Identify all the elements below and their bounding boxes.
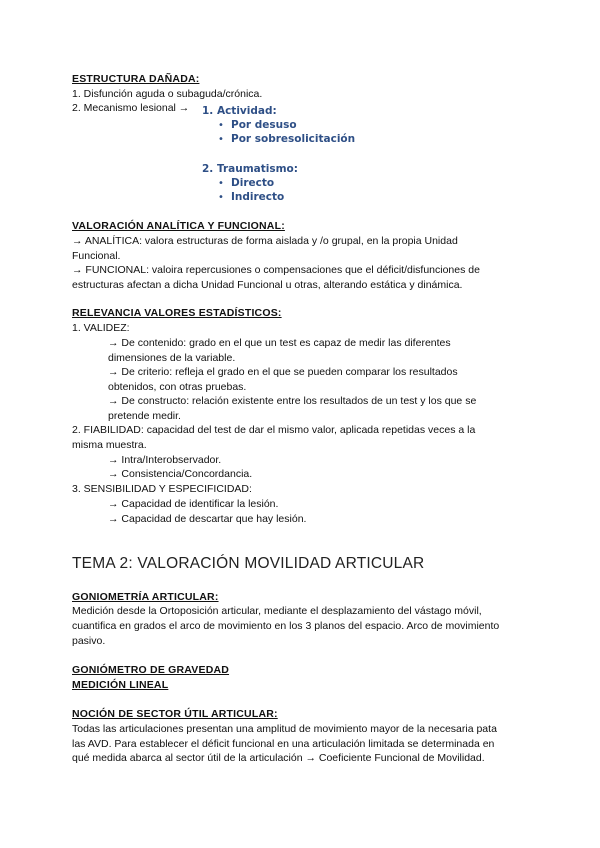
bullet-icon: • [218,134,224,145]
sector-line: las AVD. Para establecer el déficit funcional en una articulación limitada se determinada en [72,738,495,750]
bullet-icon: • [218,178,224,189]
diagram-group-2-item: Indirecto [231,191,285,203]
validez-item: obtenidos, con otras pruebas. [108,381,247,393]
diagram-group-1-item: Por desuso [231,119,297,131]
validez-item: → De contenido: grado en el que un test es capaz de medir las diferentes [108,337,451,349]
valoracion-line: → FUNCIONAL: valoira repercusiones o compensaciones que el déficit/disfunciones de [72,264,480,276]
estructura-danada-heading: ESTRUCTURA DAÑADA: [72,73,200,85]
goniometria-heading: GONIOMETRÍA ARTICULAR: [72,591,219,603]
estructura-line-2: 2. Mecanismo lesional → [72,102,190,114]
fiabilidad-item: → Intra/Interobservador. [108,454,222,466]
page-title: TEMA 2: VALORACIÓN MOVILIDAD ARTICULAR [72,555,425,572]
valoracion-line: → ANALÍTICA: valora estructuras de forma aislada y /o grupal, en la propia Unidad [72,235,458,247]
goniometro-heading: GONIÓMETRO DE GRAVEDAD [72,664,230,676]
medicion-lineal-heading: MEDICIÓN LINEAL [72,679,169,691]
sensibilidad-item: → Capacidad de descartar que hay lesión. [108,513,307,525]
sector-line: Todas las articulaciones presentan una amplitud de movimiento mayor de la necesaria pata [72,723,497,735]
goniometria-line: pasivo. [72,635,106,647]
fiabilidad-item: → Consistencia/Concordancia. [108,468,253,480]
diagram-group-2-item: Directo [231,177,275,189]
valoracion-line: estructuras afectan a dicha Unidad Funcional u otras, alterando estática y dinámica. [72,279,463,291]
validez-item: dimensiones de la variable. [108,352,236,364]
fiabilidad-line: 2. FIABILIDAD: capacidad del test de dar el mismo valor, aplicada repetidas veces a la [72,424,476,436]
sensibilidad-item: → Capacidad de identificar la lesión. [108,498,279,510]
validez-item: pretende medir. [108,410,181,422]
diagram-group-1-title: 1. Actividad: [202,105,277,117]
valoracion-heading: VALORACIÓN ANALÍTICA Y FUNCIONAL: [72,220,285,232]
diagram-group-2-title: 2. Traumatismo: [202,163,298,175]
goniometria-line: cuantifica en grados el arco de movimiento en los 3 planos del espacio. Arco de movimiento [72,620,500,632]
estructura-line-1: 1. Disfunción aguda o subaguda/crónica. [72,88,263,100]
relevancia-heading: RELEVANCIA VALORES ESTADÍSTICOS: [72,307,282,319]
bullet-icon: • [218,120,224,131]
validez-item: → De constructo: relación existente entre los resultados de un test y los que se [108,395,477,407]
fiabilidad-line: misma muestra. [72,439,147,451]
validez-label: 1. VALIDEZ: [72,322,130,334]
goniometria-line: Medición desde la Ortoposición articular, mediante el desplazamiento del vástago móvil, [72,605,482,617]
sector-util-heading: NOCIÓN DE SECTOR ÚTIL ARTICULAR: [72,708,278,720]
sector-line: qué medida abarca al sector útil de la articulación → Coeficiente Funcional de Movilidad. [72,752,485,764]
sensibilidad-label: 3. SENSIBILIDAD Y ESPECIFICIDAD: [72,483,252,495]
diagram-group-1-item: Por sobresolicitación [231,133,356,145]
bullet-icon: • [218,192,224,203]
validez-item: → De criterio: refleja el grado en el que se pueden comparar los resultados [108,366,458,378]
valoracion-line: Funcional. [72,250,121,262]
